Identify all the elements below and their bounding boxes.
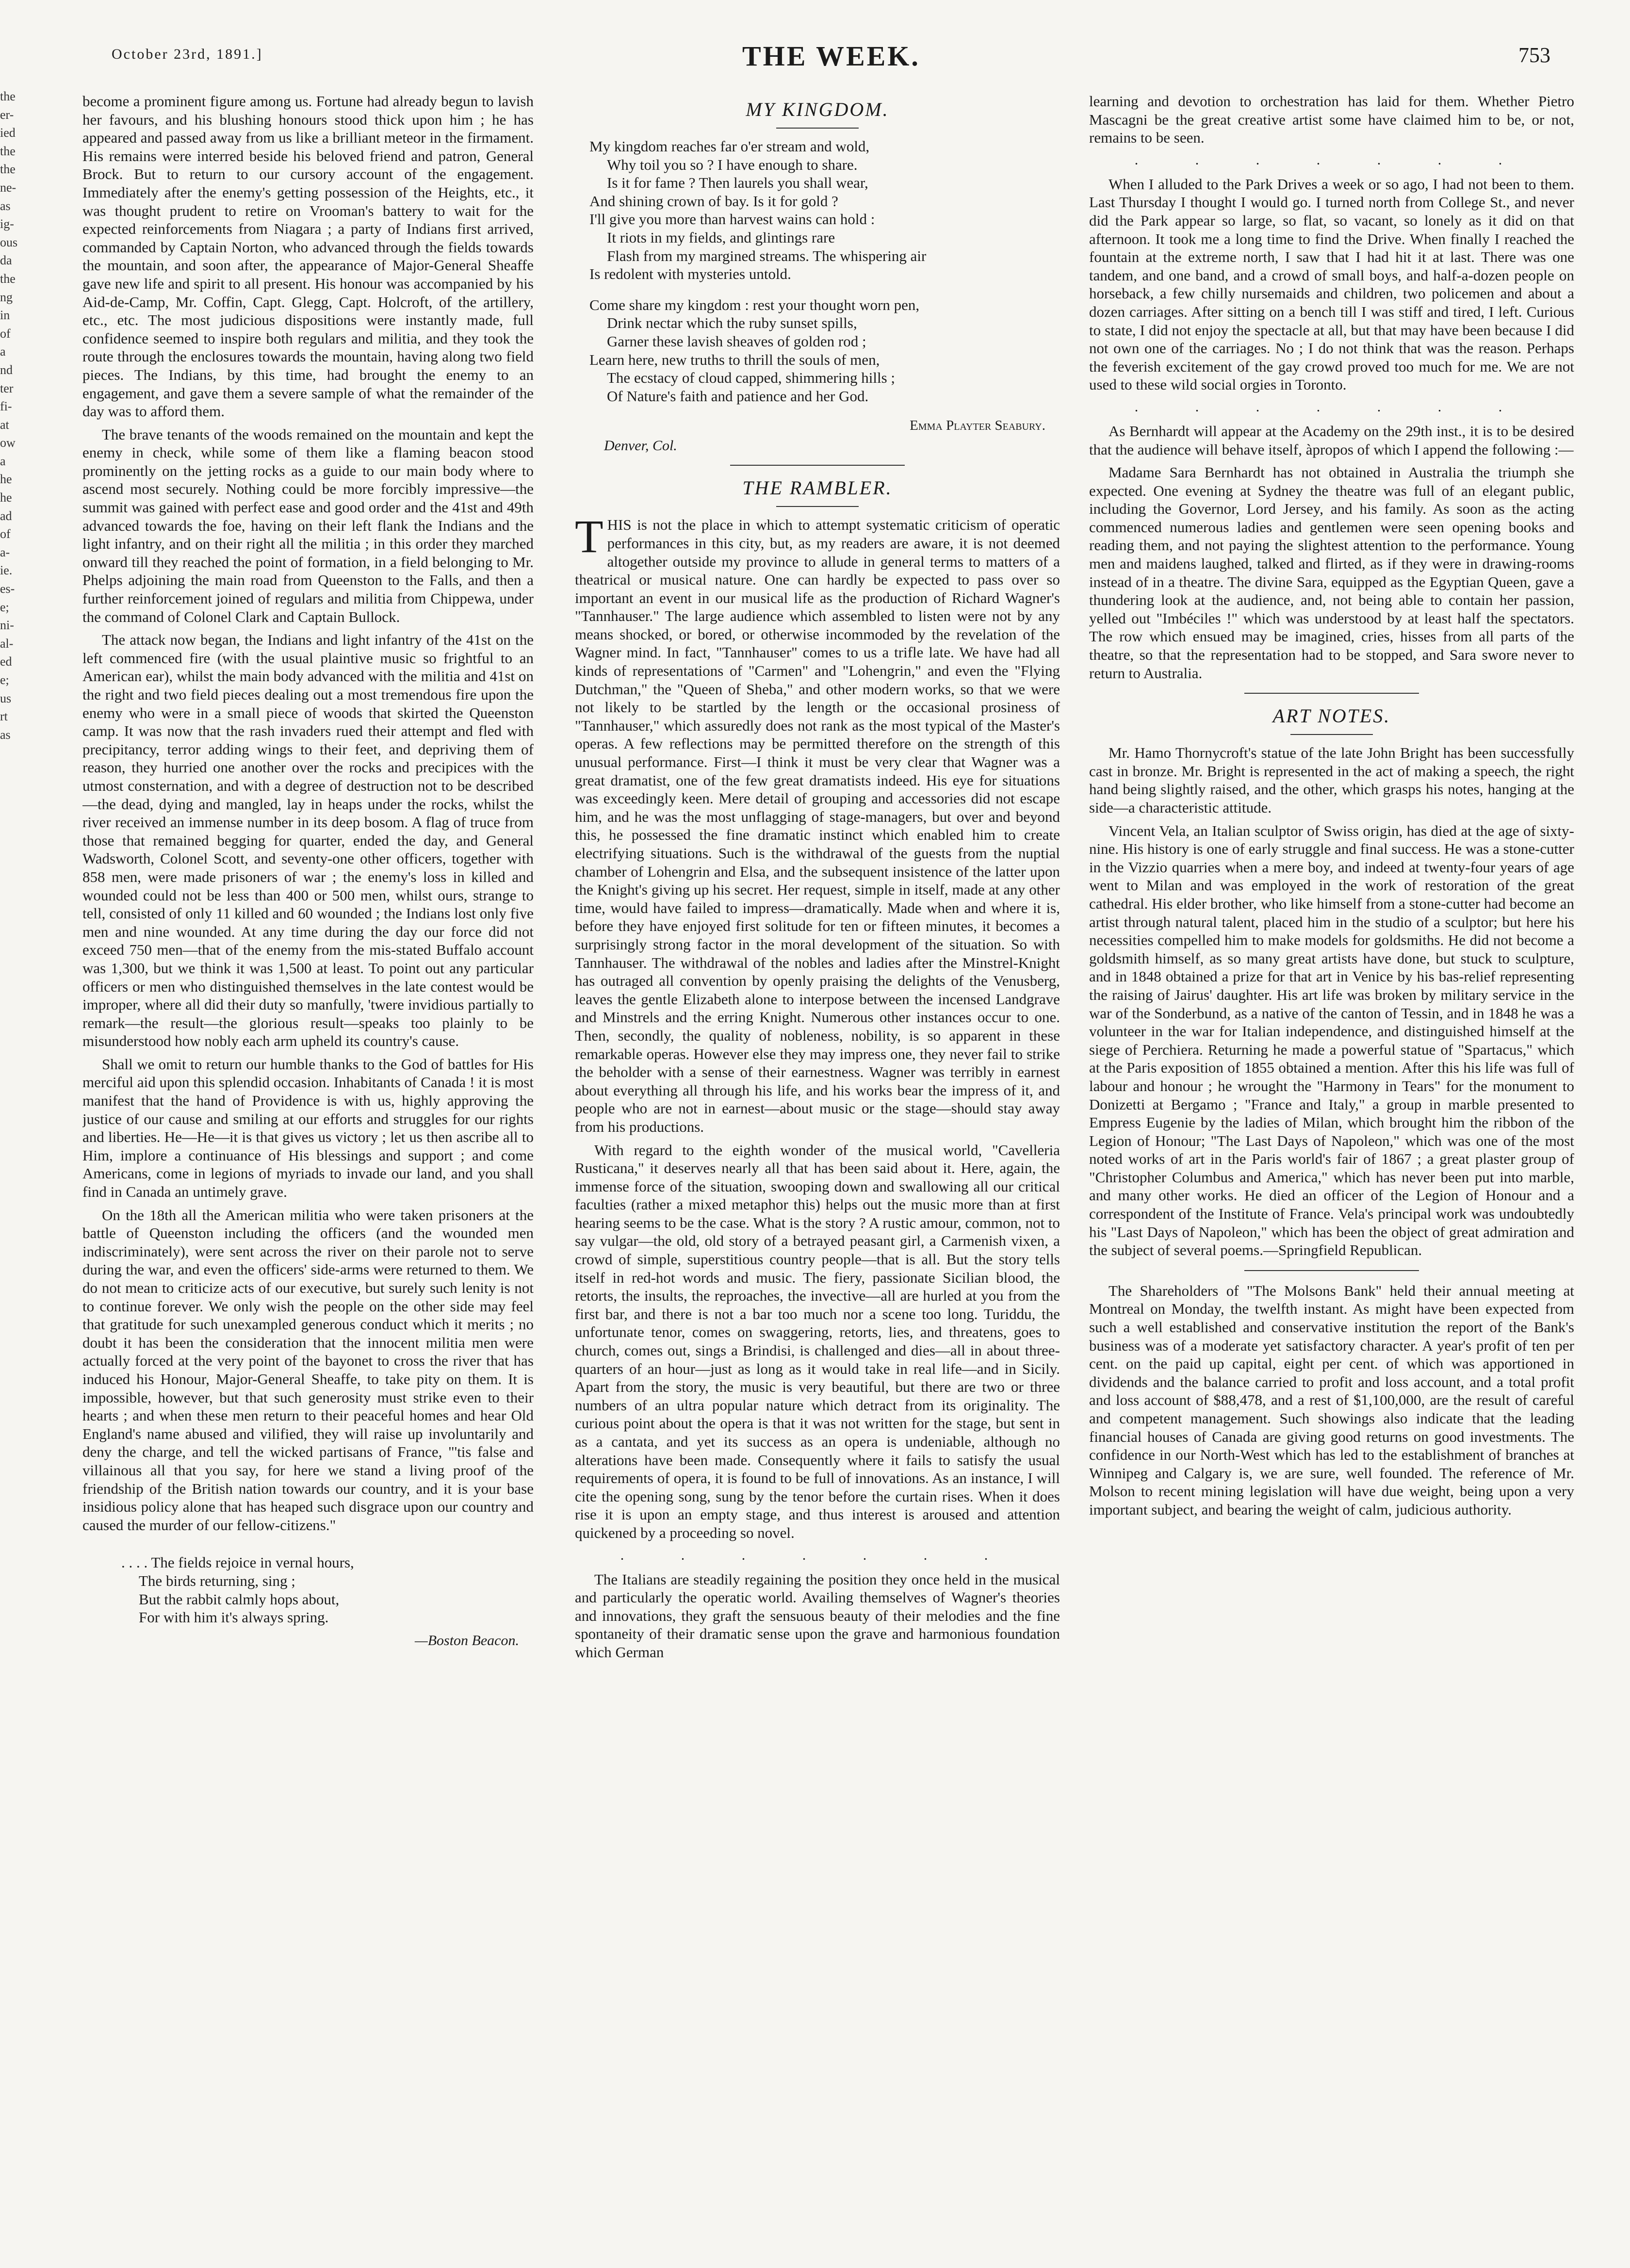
margin-fragment: a — [0, 344, 6, 359]
verse-line: And shining crown of bay. Is it for gold ? — [589, 192, 838, 210]
bernhardt-paragraph: As Bernhardt will appear at the Academy on the 29th inst., it is to be desired that the audience will behave itself, àpropos of which I append the following :— — [1089, 422, 1574, 458]
margin-fragment: as — [0, 727, 11, 742]
margin-fragment: in — [0, 308, 10, 323]
verse-line: Garner these lavish sheaves of golden rod ; — [607, 332, 866, 350]
verse-line: Is redolent with mysteries untold. — [589, 265, 791, 283]
margin-fragment: e; — [0, 673, 9, 687]
title-rule — [1290, 734, 1373, 735]
bernhardt-paragraph: Madame Sara Bernhardt has not obtained in Australia the triumph she expected. One evening at Sydney the theatre was full of an elegant public, including the Governor, Lord Jersey, and his family. As soon as the acting commenced numerous ladies and gentlemen were seen opening books and reading them, and not paying the slightest attention to the performance. Young men and maidens laughed, talked and flirted, as if they were in drawing-rooms instead of in a theatre. The divine Sara, equipped as the Egyptian Queen, gave a thundering look at the audience, and, not being able to contain her passion, yelled out "Imbéciles !" which was understood by at least half the spectators. The row which ensued may be imagined, cries, hisses from all parts of the theatre, so that the representation had to be stopped, and Sara swore never to return to Australia. — [1089, 464, 1574, 682]
verse-line: Why toil you so ? I have enough to share. — [607, 156, 858, 173]
verse-source: —Boston Beacon. — [415, 1632, 519, 1648]
closing-verse — [121, 1553, 534, 1626]
previous-page-margin-fragments — [0, 87, 19, 2222]
margin-fragment: us — [0, 691, 12, 705]
section-divider — [730, 465, 905, 466]
margin-fragment: ad — [0, 508, 12, 523]
margin-fragment: al- — [0, 636, 14, 651]
margin-fragment: at — [0, 417, 9, 432]
margin-fragment: ig- — [0, 217, 14, 231]
article-paragraph: The brave tenants of the woods remained on the mountain and kept the enemy in check, while some of them like a flaming beacon stood prominently on the jetting rocks as a guide to our main body where to ascend most securely. Nothing could be more forcibly impressive—the summit was gained with perfect ease and good order and the 41st and 49th advanced towards the foe, having on their left flank the Indians and the light infantry, and on their right all the militia ; in this order they marched onward till they reached the point of formation, in a field belonging to Mr. Phelps adjoining the main road from Queenston to the Falls, and then a further reinforcement joined of regulars and militia from Chippewa, under the command of Colonel Clark and Captain Bullock. — [82, 425, 534, 625]
margin-fragment: the — [0, 271, 16, 286]
rambler-paragraph: The Italians are steadily regaining the position they once held in the musical and particularly the operatic world. Availing themselves of Wagner's theories and innovations, they graft the sensuous beauty of their melodies and the fine spontaneity of their dramatic sense upon the grave and harmonious foundation which German — [575, 1570, 1060, 1661]
margin-fragment: of — [0, 527, 11, 541]
drop-cap: T — [575, 510, 603, 563]
poem-author: Emma Playter Seabury. — [910, 418, 1045, 434]
margin-fragment: as — [0, 198, 11, 213]
margin-fragment: e; — [0, 600, 9, 614]
poem-my-kingdom — [589, 137, 1060, 405]
section-divider — [1244, 1270, 1419, 1271]
verse-line: . . . . The fields rejoice in vernal hours, — [121, 1554, 354, 1571]
article-paragraph: Shall we omit to return our humble thanks to the God of battles for His merciful aid upon this splendid occasion. Inhabitants of Canada ! it is most manifest that the hand of Providence is with us, highly approving the justice of our cause and smiling at our efforts and struggles for our rights and liberties. He—He—it is that gives us victory ; let us then ascribe all to Him, implore a continuance of His blessings and support ; and come Americans, come in legions of myriads to invade our land, and you shall find in Canada an untimely grave. — [82, 1055, 534, 1201]
column-middle — [575, 92, 1060, 2246]
page-number: 753 — [1518, 43, 1550, 67]
rambler-paragraph-text: HIS is not the place in which to attempt systematic criticism of operatic performances in this city, but, as my readers are aware, it is not deemed altogether outside my province to allude in general terms to matters of a theatrical or musical nature. One can hardly be expected to pass over so important an event in our musical life as the production of Richard Wagner's "Tannhauser." The large audience which assembled to listen were not by any means shocked, or bored, or otherwise incommoded by the revelation of the Wagner mind. In fact, "Tannhauser" comes to us a trifle late. We have had all kinds of representations of "Carmen" and "Lohengrin," and even the "Flying Dutchman," the "Queen of Sheba," and other modern works, so that we were not likely to be startled by the length or the occasional prosiness of "Tannhauser," which assuredly does not rank as the most typical of the Master's operas. A few reflections may be permitted therefore on the strength of this unusual performance. First—I think it must be very clear that Wagner was a great dramatist, one of the few great dramatists indeed. His eye for situations was exceedingly keen. Mere detail of grouping and accessories did not escape him, and he was the most unflagging of stage-managers, but over and beyond this, he possessed the fine dramatic instinct which enabled him to create electrifying situations. Such is the withdrawal of the guests from the nuptial chamber of Lohengrin and Elsa, and the subsequent insistence of the latter upon the Knight's giving up his secret. Her request, simple in itself, made at any other time, would have failed to impress—dramatically. Made when and where it is, before they have enjoyed first solitude for ten or fifteen minutes, it becomes a surprisingly strong factor in the moral development of the situation. So with Tannhauser. The withdrawal of the nobles and ladies after the Minstrel-Knight has outraged all convention by openly praising the delights of the Venusberg, leaves the gentle Elizabeth alone to interpose between the incensed Landgrave and Minstrels and the erring Knight. Numerous other instances occur to one. Then, secondly, the quality of nobleness, nobility, is so apparent in these remarkable operas. However else they may impress one, they never fail to strike the beholder with a sense of their earnestness. Wagner was terribly in earnest about everything all through his life, and his works bear the impress of it, and people who are not in earnest—about music or the stage—should stay away from his productions. — [575, 516, 1060, 1135]
poem-stanza-2 — [589, 296, 1060, 406]
poem-title: MY KINGDOM. — [746, 98, 889, 120]
margin-fragment: ied — [0, 126, 16, 140]
verse-line: My kingdom reaches far o'er stream and wold, — [589, 138, 870, 155]
margin-fragment: of — [0, 326, 11, 341]
park-drives-paragraph: When I alluded to the Park Drives a week or so ago, I had not been to them. Last Thursday I thought I would go. I turned north from College St., and never did the Park appear so large, so flat, so vacant, so lonely as it did on that afternoon. It took me a long time to find the Drive. When finally I reached the fountain at the extreme north, I saw that I had hit it at last. There was one tandem, and one band, and a crowd of small boys, and half-a-dozen people on horseback, a few chilly nursemaids and children, two policemen and about a dozen carriages. After sitting on a bench till I was stiff and tired, I left. Curious to state, I did not enjoy the spectacle at all, but that may have been because I did not own one of the carriages. No ; I do not think that was the reason. Perhaps the feverish excitement of the gay crowd proved too much for me. We are not used to these wild social orgies in Toronto. — [1089, 175, 1574, 393]
poem-stanza-1 — [589, 137, 1060, 283]
verse-line: I'll give you more than harvest wains can hold : — [589, 211, 875, 228]
margin-fragment: fi- — [0, 399, 12, 414]
margin-fragment: es- — [0, 582, 15, 596]
margin-fragment: ng — [0, 290, 13, 304]
margin-fragment: the — [0, 89, 16, 103]
margin-fragment: he — [0, 472, 12, 487]
margin-fragment: a — [0, 454, 6, 468]
margin-fragment: the — [0, 162, 16, 177]
verse-line: Drink nectar which the ruby sunset spills, — [607, 314, 857, 332]
column-right — [1089, 92, 1574, 2246]
verse-line: Learn here, new truths to thrill the souls of men, — [589, 351, 880, 368]
verse-line: It riots in my fields, and glintings rare — [607, 228, 835, 246]
masthead-title: THE WEEK. — [742, 40, 920, 72]
queenston-article — [82, 92, 534, 1534]
section-dots: . . . . . . . — [1134, 398, 1529, 415]
margin-fragment: da — [0, 253, 12, 268]
margin-fragment: the — [0, 144, 16, 158]
article-paragraph: On the 18th all the American militia who were taken prisoners at the battle of Queenston including the officers (and the wounded men indiscriminately), were sent across the river on their parole not to serve during the war, and even the officers' side-arms were returned to them. We do not mean to criticize acts of our executive, but surely such lenity is not to continue forever. We only wish the people on the other side may feel that gratitude for such unexampled generous conduct which it merits ; no doubt it has been the consideration that the innocent militia men were actually forced at the very point of the bayonet to cross the river that has induced his Honour, Major-General Sheaffe, to take pity on them. It is impossible, however, but that such generosity must strike even to their hearts ; and when these men return to their peaceful homes and hear Old England's name abused and vilified, they will raise up involuntarily and deny the charge, and tell the wicked partisans of France, "'tis false and villainous all that you say, for here we stand a living proof of the friendship of the British nation towards our country, and it is your base insidious policy alone that has heaped such disgrace upon our country and caused the murder of our fellow-citizens." — [82, 1206, 534, 1534]
margin-fragment: ter — [0, 381, 14, 395]
margin-fragment: ni- — [0, 618, 14, 633]
margin-fragment: ie. — [0, 563, 13, 578]
margin-fragment: he — [0, 490, 12, 505]
rambler-paragraph: With regard to the eighth wonder of the musical world, "Cavelleria Rusticana," it deserves nearly all that has been said about it. Here, again, the immense force of the situation, swooping down and swallowing all our critical faculties (rather a mixed metaphor this) helps out the music more than at first hearing seems to be the case. What is the story ? A rustic amour, common, not to say vulgar—the old, old story of a betrayed peasant girl, a Carmenish vixen, a crowd of simple, superstitious country people—that is all. But the story tells itself in red-hot words and music. The fiery, passionate Sicilian blood, the retorts, the insults, the reproaches, the invective—all are hurled at you from the first bar, and there is not a bar too much nor a scene too long. Turiddu, the unfortunate tenor, comes on swaggering, retorts, lies, and threatens, goes to church, comes out, sings a Brindisi, is challenged and dies—all in about three-quarters of an hour—just as long as it would take in real life—and in Sicily. Apart from the story, the music is very beautiful, but there are two or three numbers of an ultra popular nature which detract from its originality. The curious point about the opera is that it was not written for the stage, but sent in as a cantata, and yet its success as an opera is undeniable, although no alterations have been made. Consequently where it fails to satisfy the usual requirements of opera, it is found to be full of innovations. As an instance, I will cite the opening song, sung by the tenor before the curtain rises. When it does rise it is upon an empty stage, and thus interest is aroused and attention quickened by a proceeding so novel. — [575, 1141, 1060, 1541]
rambler-continued: learning and devotion to orchestration has laid for them. Whether Pietro Mascagni be the great creative artist some have claimed him to be, or not, remains to be seen. — [1089, 93, 1574, 147]
verse-line: Is it for fame ? Then laurels you shall wear, — [607, 174, 868, 192]
verse-line: Of Nature's faith and patience and her God. — [607, 387, 869, 405]
margin-fragment: ow — [0, 436, 16, 450]
margin-fragment: a- — [0, 545, 10, 559]
verse-line: For with him it's always spring. — [139, 1609, 329, 1626]
column-left — [82, 92, 534, 2246]
art-note-paragraph: Vincent Vela, an Italian sculptor of Swiss origin, has died at the age of sixty-nine. His history is one of early struggle and final success. He was a stone-cutter in the Vizzio quarries when a mere boy, and indeed at twenty-four years of age went to Milan and was employed in the work of restoration of the great cathedral. His elder brother, who like himself from a stone-cutter had become an artist through natural talent, placed him in the studio of a sculptor; but here his necessities compelled him to make models for goldsmiths. He did not become a goldsmith himself, as so many great artists have done, but stuck to sculpture, and in 1848 obtained a prize for that art in Venice by his bas-relief representing the raising of Jairus' daughter. His art life was broken by military service in the war of the Sonderbund, as a native of the canton of Tessin, and in 1848 he was a volunteer in the war for Italian independence, and distinguished himself at the siege of Perchiera. Returning he made a powerful statue of "Spartacus," which at the Paris exposition of 1855 obtained a mention. After this his life was full of labour and honour ; he wrought the "Harmony in Tears" for the monument to Donizetti at Bergamo ; "France and Italy," a group in marble presented to Empress Eugenie by the ladies of Milan, which brought him the ribbon of the Legion of Honour; "The Last Days of Napoleon," which was one of the most noted works of art in the Paris world's fair of 1867 ; a great plaster group of "Christopher Columbus and America," which has never been put into marble, and many other works. He died an officer of the Legion of Honour and a correspondent of the Institute of France. Vela's principal work was undoubtedly his "Last Days of Napoleon," which has been the object of great admiration and the subject of several poems.—Springfield Republican. — [1089, 822, 1574, 1259]
verse-line: Come share my kingdom : rest your thought worn pen, — [589, 296, 920, 313]
article-paragraph: The attack now began, the Indians and light infantry of the 41st on the left commenced fire (with the usual plaintive music so frightful to an American ear), whilst the main body advanced with the militia and 41st on the right and two field pieces dealing out a most tremendous fire upon the enemy who were in a small piece of woods that skirted the Queenston camp. It was now that the rash invaders rued their attempt and fled with precipitancy, terror adding wings to their feet, and depriving them of reason, they hurried one another over the rocks and precipices with the utmost consternation, and with a degree of destruction not to be described—the dead, dying and mangled, lay in heaps under the rocks, whilst the river received an immense number in its deep bosom. A flag of truce from those that remained begging for quarter, ended the day, and General Wadsworth, Colonel Scott, and seventy-one other officers, together with 858 men, were made prisoners of war ; the enemy's loss in killed and wounded could not be less than 400 or 500 men, whilst ours, strange to tell, consisted of only 11 killed and 60 wounded ; the Indians lost only five men and nine wounded. At any time during the day our force did not exceed 750 men—that of the enemy from the mis-stated Buffalo account was 1,300, but we think it was 1,500 at least. To point out any particular officers or men who distinguished themselves in the late contest would be improper, where all did their duty so manfully, 'twere invidious partially to remark—the result—the glorious result—speaks too plainly to be misunderstood how nobly each arm upheld its country's cause. — [82, 631, 534, 1050]
rambler-title: THE RAMBLER. — [742, 477, 893, 499]
verse-line: But the rabbit calmly hops about, — [139, 1590, 340, 1608]
section-dots: . . . . . . . — [1134, 151, 1529, 168]
title-rule — [776, 506, 859, 507]
margin-fragment: ous — [0, 235, 18, 249]
margin-fragment: er- — [0, 107, 14, 122]
poem-place: Denver, Col. — [604, 438, 677, 454]
section-dots: . . . . . . . — [620, 1547, 1015, 1563]
verse-line: The birds returning, sing ; — [139, 1572, 295, 1589]
margin-fragment: ed — [0, 654, 12, 669]
margin-fragment: rt — [0, 709, 8, 724]
verse-line: Flash from my margined streams. The whispering air — [607, 247, 927, 264]
section-divider — [1244, 693, 1419, 694]
verse-line: The ecstacy of cloud capped, shimmering hills ; — [607, 369, 895, 387]
rambler-first-paragraph — [575, 510, 1060, 1136]
molsons-bank-paragraph: The Shareholders of "The Molsons Bank" held their annual meeting at Montreal on Monday, the twelfth instant. As might have been expected from such a well established and conservative institution the report of the Bank's business was of a moderate yet satisfactory character. A year's profit of ten per cent. on the paid up capital, eight per cent. of which was apportioned in dividends and the balance carried to profit and loss account, and a total profit and loss account of $88,478, and a rest of $1,100,000, are the result of careful and competent management. Such showings also indicate that the leading financial houses of Canada are giving good returns on good investments. The confidence in our North-West which has led to the establishment of branches at Winnipeg and Calgary is, we are sure, well founded. The reference of Mr. Molson to recent mining legislation will have due weight, being upon a very important subject, and bearing the weight of calm, judicious authority. — [1089, 1282, 1574, 1518]
margin-fragment: nd — [0, 362, 13, 377]
article-paragraph: become a prominent figure among us. Fortune had already begun to lavish her favours, and his blushing honours stood thick upon him ; he has appeared and passed away from us like a brilliant meteor in the firmament. His remains were interred beside his beloved friend and patron, General Brock. But to return to our cursory account of the engagement. Immediately after the enemy's getting possession of the Heights, etc., it was thought prudent to retire on Vrooman's battery to wait for the expected reinforcements from Niagara ; a party of Indians first arrived, commanded by Captain Norton, who advanced through the fields towards the mountain, and soon after, the appearance of Major-General Sheaffe gave new life and spirit to all present. His honour was accompanied by his Aid-de-Camp, Mr. Coffin, Capt. Glegg, Capt. Holcroft, of the artillery, etc., etc. The most judicious dispositions were instantly made, full confidence seemed to inspire both regulars and militia, and they took the route through the enclosures towards the mountain, having along two field pieces. The Indians, by this time, had brought the enemy to an engagement, and gave them a severe sample of what the remainder of the day was to afford them. — [82, 93, 534, 420]
title-rule — [776, 128, 859, 129]
art-note-paragraph: Mr. Hamo Thornycroft's statue of the late John Bright has been successfully cast in bronze. Mr. Bright is represented in the act of making a speech, the right hand being slightly raised, and the other, which grasps his notes, hanging at the side—a characteristic attitude. — [1089, 744, 1574, 816]
issue-date: October 23rd, 1891.] — [112, 46, 263, 62]
page-header — [0, 0, 1630, 97]
margin-fragment: ne- — [0, 180, 16, 195]
art-notes-title: ART NOTES. — [1272, 705, 1391, 727]
